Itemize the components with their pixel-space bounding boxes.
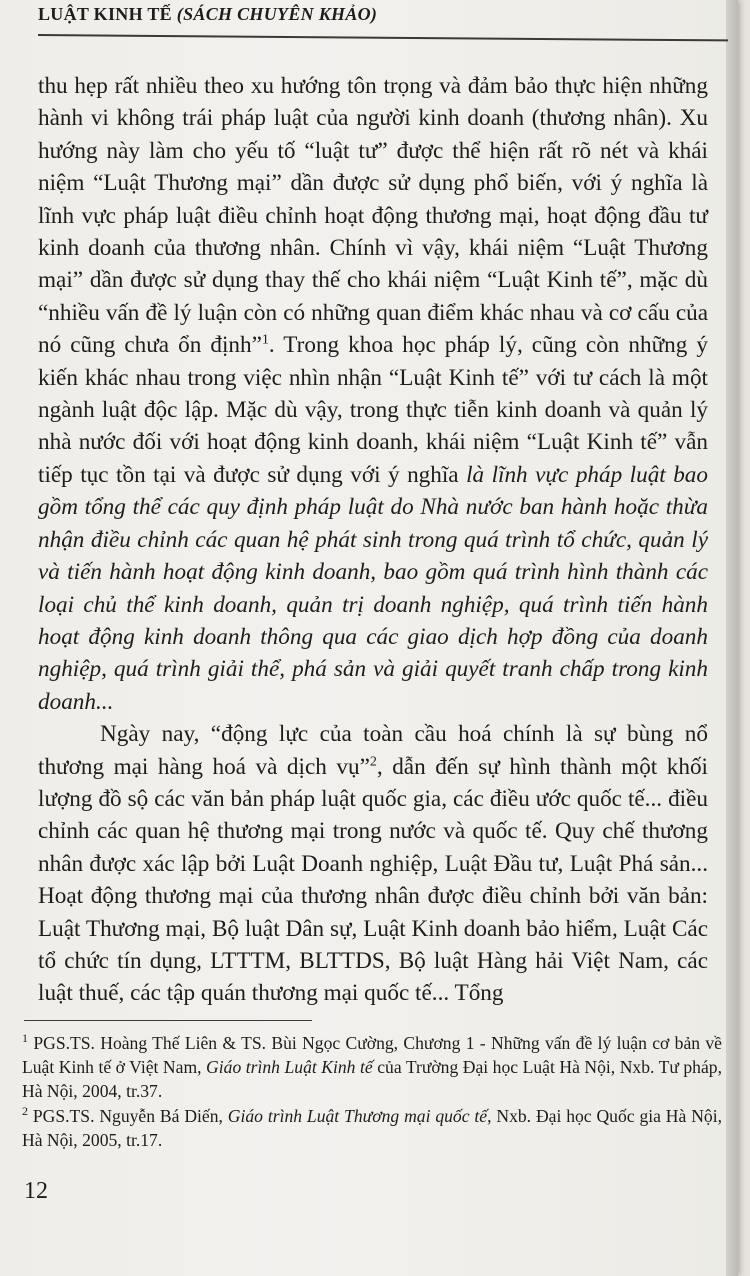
footnote-mark-2: 2	[22, 1103, 28, 1118]
page-edge	[726, 0, 738, 1276]
footnote-2	[22, 1104, 722, 1152]
header-rule	[38, 34, 728, 41]
page-number: 12	[24, 1178, 48, 1204]
footnote-2-tail: , Nxb. Đại học Quốc gia Hà Nội, Hà Nội, 2005, tr.17.	[22, 1105, 722, 1150]
paragraph-1-definition: là lĩnh vực pháp luật bao gồm tổng thể các quy định pháp luật do Nhà nước ban hành hoặc thừa nhận điều chỉnh các quan hệ phát sinh trong quá trình tổ chức, quản lý và tiến hành hoạt động kinh doanh, bao gồm quá trình hình thành các loại chủ thể kinh doanh, quản trị doanh nghiệp, quá trình tiến hành hoạt động kinh doanh thông qua các giao dịch hợp đồng của doanh nghiệp, quá trình giải thể, phá sản và giải quyết tranh chấp trong kinh doanh...	[38, 461, 708, 715]
paragraph-2	[38, 718, 708, 1010]
footnote-1-tail: của Trường Đại học Luật Hà Nội, Nxb. Tư pháp, Hà Nội, 2004, tr.37.	[22, 1057, 722, 1102]
running-header	[38, 4, 718, 25]
footnote-rule	[24, 1020, 312, 1021]
header-subtitle: (SÁCH CHUYÊN KHẢO)	[176, 4, 378, 24]
footnote-2-text: PGS.TS. Nguyễn Bá Diến,	[28, 1105, 228, 1126]
paragraph-1-text-a: thu hẹp rất nhiều theo xu hướng tôn trọng và đảm bảo thực hiện những hành vi không trái pháp luật của người kinh doanh (thương nhân). Xu hướng này làm cho yếu tố “luật tư” được thể hiện rất rõ nét và khái niệm “Luật Thương mại” dần được sử dụng phổ biến, với ý nghĩa là lĩnh vực pháp luật điều chỉnh hoạt động thương mại, hoạt động đầu tư kinh doanh của thương nhân. Chính vì vậy, khái niệm “Luật Thương mại” dần được sử dụng thay thế cho khái niệm “Luật Kinh tế”, mặc dù “nhiều vấn đề lý luận còn có những quan điểm khác nhau và cơ cấu của nó cũng chưa ổn định”	[38, 73, 708, 359]
paragraph-1	[38, 70, 708, 718]
footnote-1	[22, 1031, 722, 1104]
paragraph-1-text-b: . Trong khoa học pháp lý, cũng còn những ý kiến khác nhau trong việc nhìn nhận “Luật Kinh tế” với tư cách là một ngành luật độc lập. Mặc dù vậy, trong thực tiễn kinh doanh và quản lý nhà nước đối với hoạt động kinh doanh, khái niệm “Luật Kinh tế” vẫn tiếp tục tồn tại và được sử dụng với ý nghĩa	[38, 332, 708, 488]
footnote-mark-1: 1	[22, 1031, 28, 1046]
header-title: LUẬT KINH TẾ	[38, 4, 172, 24]
footnote-1-title: Giáo trình Luật Kinh tế	[206, 1057, 373, 1078]
footnote-ref-2: 2	[369, 753, 377, 769]
footnote-ref-1: 1	[261, 332, 269, 348]
footnote-2-title: Giáo trình Luật Thương mại quốc tế	[227, 1105, 488, 1126]
paragraph-2-text-a: Ngày nay, “động lực của toàn cầu hoá chính là sự bùng nổ thương mại hàng hoá và dịch vụ”	[38, 721, 708, 780]
paragraph-2-text-b: , dẫn đến sự hình thành một khối lượng đồ sộ các văn bản pháp luật quốc gia, các điều ước quốc tế... điều chỉnh các quan hệ thương mại trong nước và quốc tế. Quy chế thương nhân được xác lập bởi Luật Doanh nghiệp, Luật Đầu tư, Luật Phá sản... Hoạt động thương mại của thương nhân được điều chỉnh bởi văn bản: Luật Thương mại, Bộ luật Dân sự, Luật Kinh doanh bảo hiểm, Luật Các tổ chức tín dụng, LTTTM, BLTTDS, Bộ luật Hàng hải Việt Nam, các luật thuế, các tập quán thương mại quốc tế... Tổng	[38, 753, 708, 1007]
footnotes	[22, 1031, 722, 1152]
footnote-1-text: PGS.TS. Hoàng Thế Liên & TS. Bùi Ngọc Cường, Chương 1 - Những vấn đề lý luận cơ bản về Luật Kinh tế ở Việt Nam,	[22, 1033, 722, 1078]
body-text	[38, 70, 708, 1010]
